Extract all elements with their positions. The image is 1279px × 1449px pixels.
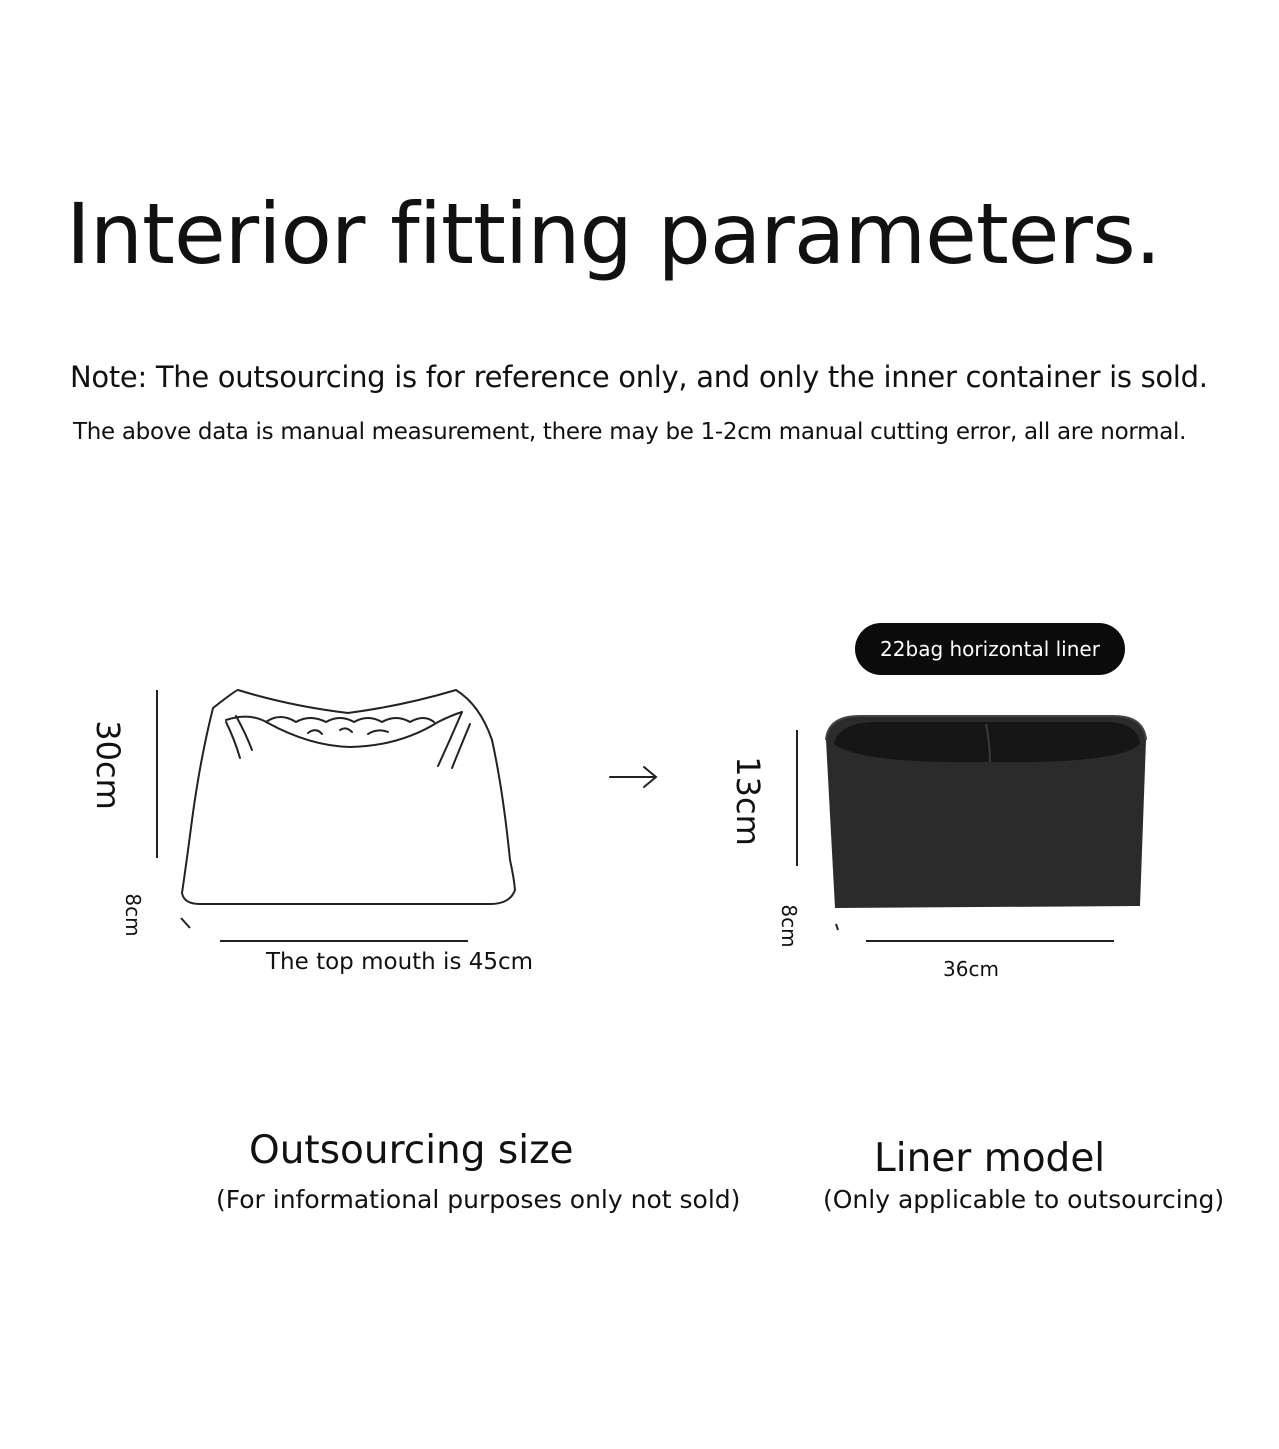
outsourcing-depth-label: 8cm — [121, 893, 145, 937]
note-primary: Note: The outsourcing is for reference only, and only the inner container is sold. — [70, 360, 1208, 394]
bag-left-strap-2 — [236, 716, 252, 750]
outsourcing-width-caption: The top mouth is 45cm — [266, 949, 534, 975]
bag-inner-rim — [226, 712, 462, 747]
liner-height-label: 13cm — [729, 756, 767, 846]
arrow-icon — [610, 767, 656, 787]
liner-depth-tick — [836, 924, 838, 930]
liner-section-title: Liner model — [874, 1136, 1106, 1181]
outsourcing-depth-tick — [181, 918, 190, 928]
outsourcing-height-label: 30cm — [89, 720, 127, 810]
bag-outline — [182, 690, 515, 904]
bag-left-strap — [226, 722, 240, 758]
liner-depth-label: 8cm — [777, 904, 801, 948]
page-title: Interior fitting parameters. — [66, 185, 1161, 283]
bag-rim-fold-1 — [308, 730, 322, 734]
outsourcing-bag-illustration — [182, 690, 515, 904]
liner-badge — [855, 623, 1125, 675]
bag-rim-fold-3 — [368, 730, 388, 734]
liner-badge-label: 22bag horizontal liner — [880, 637, 1100, 661]
liner-section-subtitle: (Only applicable to outsourcing) — [823, 1185, 1225, 1214]
bag-rim-fold-2 — [340, 728, 352, 732]
liner-width-caption: 36cm — [943, 957, 999, 981]
outsourcing-section-subtitle: (For informational purposes only not sold) — [216, 1185, 741, 1214]
bag-ruched-rim — [266, 717, 434, 722]
note-secondary: The above data is manual measurement, there may be 1-2cm manual cutting error, all are normal. — [73, 419, 1187, 445]
outsourcing-section-title: Outsourcing size — [249, 1128, 574, 1173]
liner-illustration — [826, 716, 1146, 908]
